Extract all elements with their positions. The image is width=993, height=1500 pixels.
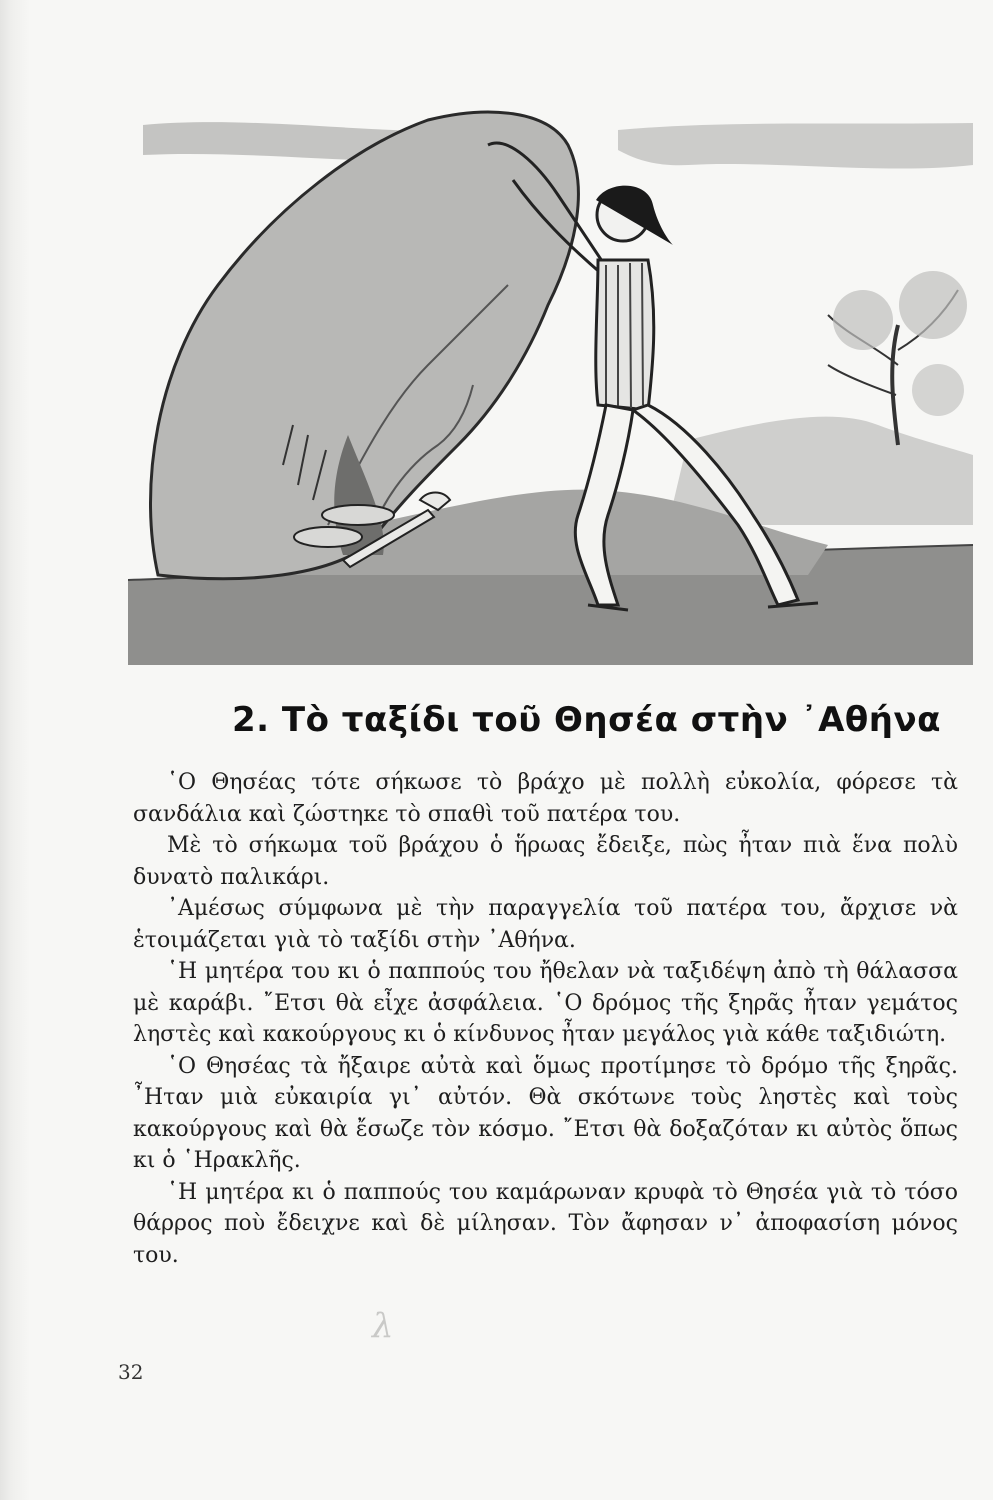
page-number: 32	[118, 1360, 144, 1384]
chapter-title: 2. Τὸ ταξίδι τοῦ Θησέα στὴν ᾽Αθήνα	[232, 700, 941, 740]
illustration-theseus-rock	[128, 105, 978, 665]
paragraph: ῾Ο Θησέας τὰ ἤξαιρε αὐτὰ καὶ ὅμως προτίμησε τὸ δρόμο τῆς ξηρᾶς. ῏Ηταν μιὰ εὐκαιρία γι᾽ αὐτόν. Θὰ σκότωνε τοὺς ληστὲς καὶ τοὺς κακούργους καὶ θὰ ἔσωζε τὸν κόσμο. ῎Ετσι θὰ δοξαζόταν κι αὐτὸς ὅπως κι ὁ ῾Ηρακλῆς.	[133, 1053, 958, 1173]
page-edge	[0, 0, 30, 1500]
paragraph: ῾Η μητέρα του κι ὁ παππούς του ἤθελαν νὰ ταξιδέψη ἀπὸ τὴ θάλασσα μὲ καράβι. ῎Ετσι θὰ εἶχε ἀσφάλεια. ῾Ο δρόμος τῆς ξηρᾶς ἦταν γεμάτος ληστὲς καὶ κακούργους κι ὁ κίνδυνος ἦταν μεγάλος γιὰ κάθε ταξιδιώτη.	[133, 959, 958, 1047]
paragraph: Μὲ τὸ σήκωμα τοῦ βράχου ὁ ἥρωας ἔδειξε, πὼς ἦταν πιὰ ἕνα πολὺ δυνατὸ παλικάρι.	[133, 833, 958, 890]
paragraph: ῾Ο Θησέας τότε σήκωσε τὸ βράχο μὲ πολλὴ εὐκολία, φόρεσε τὰ σανδάλια καὶ ζώστηκε τὸ σπαθὶ τοῦ πατέρα του.	[133, 770, 958, 827]
paragraph: ῾Η μητέρα κι ὁ παππούς του καμάρωναν κρυφὰ τὸ Θησέα γιὰ τὸ τόσο θάρρος ποὺ ἔδειχνε καὶ δὲ μίλησαν. Τὸν ἄφησαν ν᾽ ἀποφασίση μόνος του.	[133, 1179, 958, 1268]
paragraph: ᾽Αμέσως σύμφωνα μὲ τὴν παραγγελία τοῦ πατέρα του, ἄρχισε νὰ ἑτοιμάζεται γιὰ τὸ ταξίδι στὴν ᾽Αθήνα.	[133, 896, 958, 953]
pencil-mark: λ	[372, 1306, 394, 1346]
body-text	[133, 767, 958, 1271]
